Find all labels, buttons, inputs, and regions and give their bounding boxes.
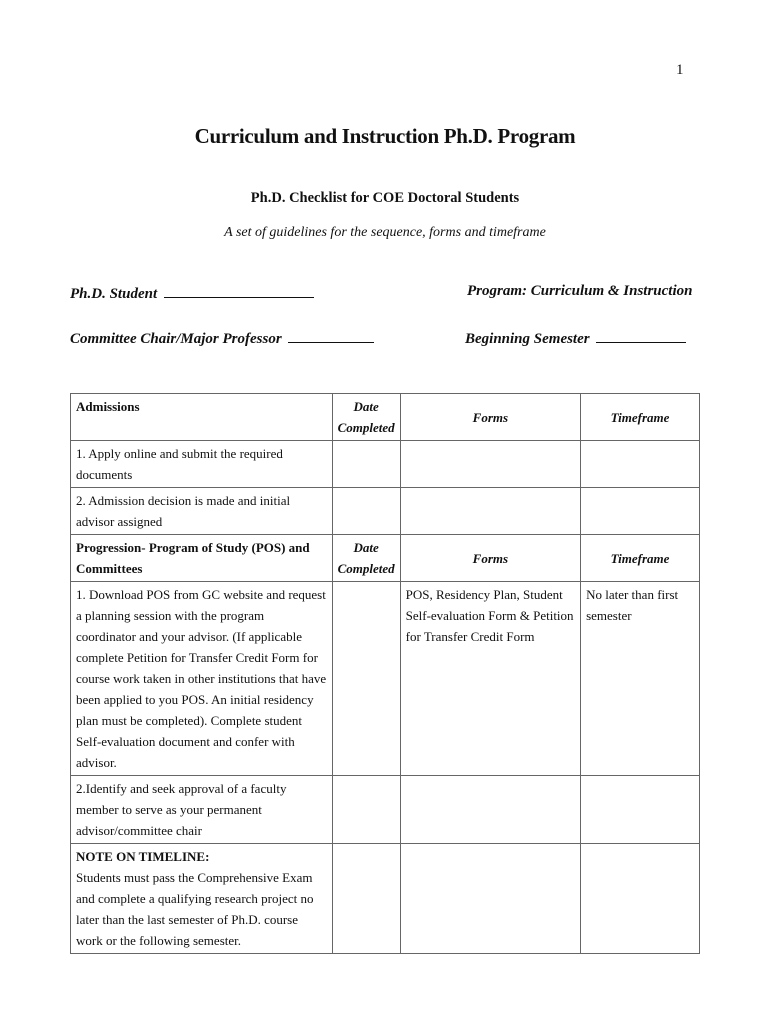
table-row <box>71 441 700 488</box>
task-cell: 1. Apply online and submit the required documents <box>71 441 333 488</box>
program-label: Program: Curriculum & Instruction <box>467 283 693 299</box>
task-cell: 1. Download POS from GC website and request a planning session with the program coordinator and your advisor. (If applicable complete Petition for Transfer Credit Form for course work taken in other institutions that have been applied to you POS. An initial residency plan must be completed). Complete student Self-evaluation document and confer with advisor. <box>71 582 333 776</box>
progression-header: Progression- Program of Study (POS) and Committees <box>71 535 333 582</box>
forms-header: Forms <box>400 394 580 441</box>
date-cell[interactable] <box>332 582 400 776</box>
page-subtitle: Ph.D. Checklist for COE Doctoral Students <box>250 190 520 206</box>
chair-field <box>70 328 374 348</box>
date-completed-header: Date Completed <box>332 535 400 582</box>
chair-label: Committee Chair/Major Professor <box>70 331 282 347</box>
timeframe-header: Timeframe <box>581 535 700 582</box>
forms-cell <box>400 441 580 488</box>
date-cell[interactable] <box>332 488 400 535</box>
chair-blank[interactable] <box>288 328 374 343</box>
task-cell: 2. Admission decision is made and initial advisor assigned <box>71 488 333 535</box>
semester-blank[interactable] <box>596 328 686 343</box>
note-title: NOTE ON TIMELINE: <box>76 849 210 864</box>
student-blank[interactable] <box>164 283 314 298</box>
date-cell[interactable] <box>332 441 400 488</box>
admissions-header: Admissions <box>71 394 333 441</box>
program-field <box>467 283 692 300</box>
timeframe-cell: No later than first semester <box>581 582 700 776</box>
timeframe-cell <box>581 441 700 488</box>
timeframe-header: Timeframe <box>581 394 700 441</box>
forms-cell: POS, Residency Plan, Student Self-evaluation Form & Petition for Transfer Credit Form <box>400 582 580 776</box>
checklist-table <box>70 393 700 954</box>
forms-cell <box>400 488 580 535</box>
timeframe-cell <box>581 844 700 954</box>
date-completed-header: Date Completed <box>332 394 400 441</box>
forms-cell <box>400 776 580 844</box>
table-row <box>71 582 700 776</box>
page-tagline: A set of guidelines for the sequence, forms and timeframe <box>224 225 546 240</box>
timeframe-cell <box>581 488 700 535</box>
table-row <box>71 488 700 535</box>
student-label: Ph.D. Student <box>70 286 158 302</box>
progression-header-row <box>71 535 700 582</box>
page-number: 1 <box>676 62 684 78</box>
admissions-header-row <box>71 394 700 441</box>
note-cell <box>71 844 333 954</box>
semester-field <box>465 328 686 348</box>
student-field <box>70 283 314 303</box>
table-row <box>71 776 700 844</box>
forms-cell <box>400 844 580 954</box>
note-text: Students must pass the Comprehensive Exam and complete a qualifying research project no later than the last semester of Ph.D. course work or the following semester. <box>76 870 314 948</box>
date-cell[interactable] <box>332 776 400 844</box>
timeframe-cell <box>581 776 700 844</box>
date-cell[interactable] <box>332 844 400 954</box>
task-cell: 2.Identify and seek approval of a faculty member to serve as your permanent advisor/committee chair <box>71 776 333 844</box>
semester-label: Beginning Semester <box>465 331 590 347</box>
note-row <box>71 844 700 954</box>
forms-header: Forms <box>400 535 580 582</box>
page-title: Curriculum and Instruction Ph.D. Program <box>194 124 576 148</box>
